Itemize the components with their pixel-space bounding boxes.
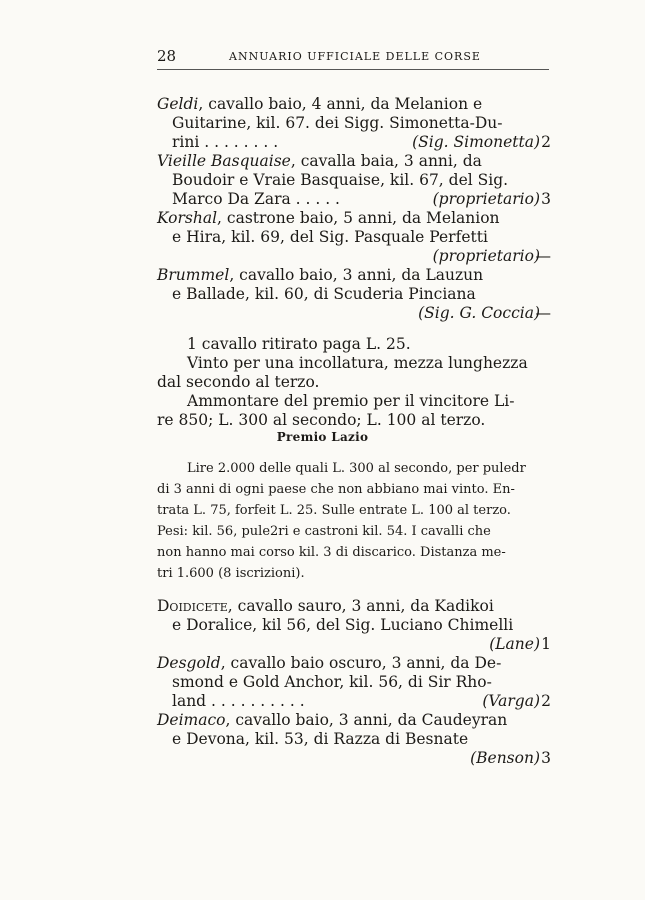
placing: — (535, 304, 551, 322)
jockey: (proprietario) (432, 190, 540, 208)
jockey: (Varga) (482, 692, 540, 710)
running-title: ANNUARIO UFFICIALE DELLE CORSE (229, 50, 481, 63)
horse-name: Doidicete (157, 597, 228, 615)
entry-line: Brummel, cavallo baio, 3 anni, da Lauzun (157, 266, 484, 284)
entry-line: Geldi, cavallo baio, 4 anni, da Melanion e (157, 95, 483, 113)
entry-line: e Hira, kil. 69, del Sig. Pasquale Perfetti (172, 228, 488, 246)
page-header (157, 47, 549, 70)
horse-name: Brummel (157, 266, 230, 284)
horse-name: Vieille Basquaise (157, 152, 291, 170)
placing: 3 (541, 190, 551, 208)
race-title: Premio Lazio (276, 430, 369, 444)
jockey: (Sig. G. Coccia) (418, 304, 540, 322)
entry-line: e Doralice, kil 56, del Sig. Luciano Chimelli (172, 616, 514, 634)
placing: 2 (541, 133, 551, 151)
entry-line: Doidicete, cavallo sauro, 3 anni, da Kadikoi (157, 597, 494, 615)
entry-line: Guitarine, kil. 67. dei Sigg. Simonetta-Du- (172, 114, 503, 132)
condition-line: Pesi: kil. 56, pule2ri e castroni kil. 54. I cavalli che (157, 524, 491, 539)
note-line: dal secondo al terzo. (157, 373, 320, 391)
entry-line: Deimaco, cavallo baio, 3 anni, da Caudeyran (157, 711, 508, 729)
placing: 1 (541, 635, 551, 653)
entry-line: e Ballade, kil. 60, di Scuderia Pinciana (172, 285, 476, 303)
condition-line: Lire 2.000 delle quali L. 300 al secondo, per puledr (187, 461, 526, 476)
jockey: (proprietario) (432, 247, 540, 265)
condition-line: trata L. 75, forfeit L. 25. Sulle entrate L. 100 al terzo. (157, 503, 511, 518)
entry-line: Desgold, cavallo baio oscuro, 3 anni, da De- (157, 654, 502, 672)
jockey: (Benson) (470, 749, 540, 767)
horse-name: Deimaco (157, 711, 226, 729)
entry-line: e Devona, kil. 53, di Razza di Besnate (172, 730, 469, 748)
note-line: Ammontare del premio per il vincitore Li- (187, 392, 515, 410)
condition-line: non hanno mai corso kil. 3 di discarico. Distanza me- (157, 545, 506, 560)
note-line: 1 cavallo ritirato paga L. 25. (187, 335, 411, 353)
entry-line: Marco Da Zara . . . . . (172, 190, 340, 208)
note-line: Vinto per una incollatura, mezza lunghezza (187, 354, 528, 372)
entry-line: Vieille Basquaise, cavalla baia, 3 anni, da (157, 152, 482, 170)
placing: 3 (541, 749, 551, 767)
entry-line: Boudoir e Vraie Basquaise, kil. 67, del Sig. (172, 171, 509, 189)
entry-line: rini . . . . . . . . (172, 133, 279, 151)
condition-line: tri 1.600 (8 iscrizioni). (157, 566, 305, 581)
horse-name: Korshal (157, 209, 218, 227)
horse-name: Desgold (157, 654, 221, 672)
placing: 2 (541, 692, 551, 710)
entry-line: land . . . . . . . . . . (172, 692, 305, 710)
entry-line: Korshal, castrone baio, 5 anni, da Melanion (157, 209, 500, 227)
placing: — (535, 247, 551, 265)
entry-line: smond e Gold Anchor, kil. 56, di Sir Rho- (172, 673, 492, 691)
jockey: (Lane) (489, 635, 540, 653)
page-number: 28 (157, 47, 177, 65)
horse-name: Geldi (157, 95, 199, 113)
note-line: re 850; L. 300 al secondo; L. 100 al terzo. (157, 411, 486, 429)
condition-line: di 3 anni di ogni paese che non abbiano mai vinto. En- (157, 482, 515, 497)
jockey: (Sig. Simonetta) (412, 133, 540, 151)
